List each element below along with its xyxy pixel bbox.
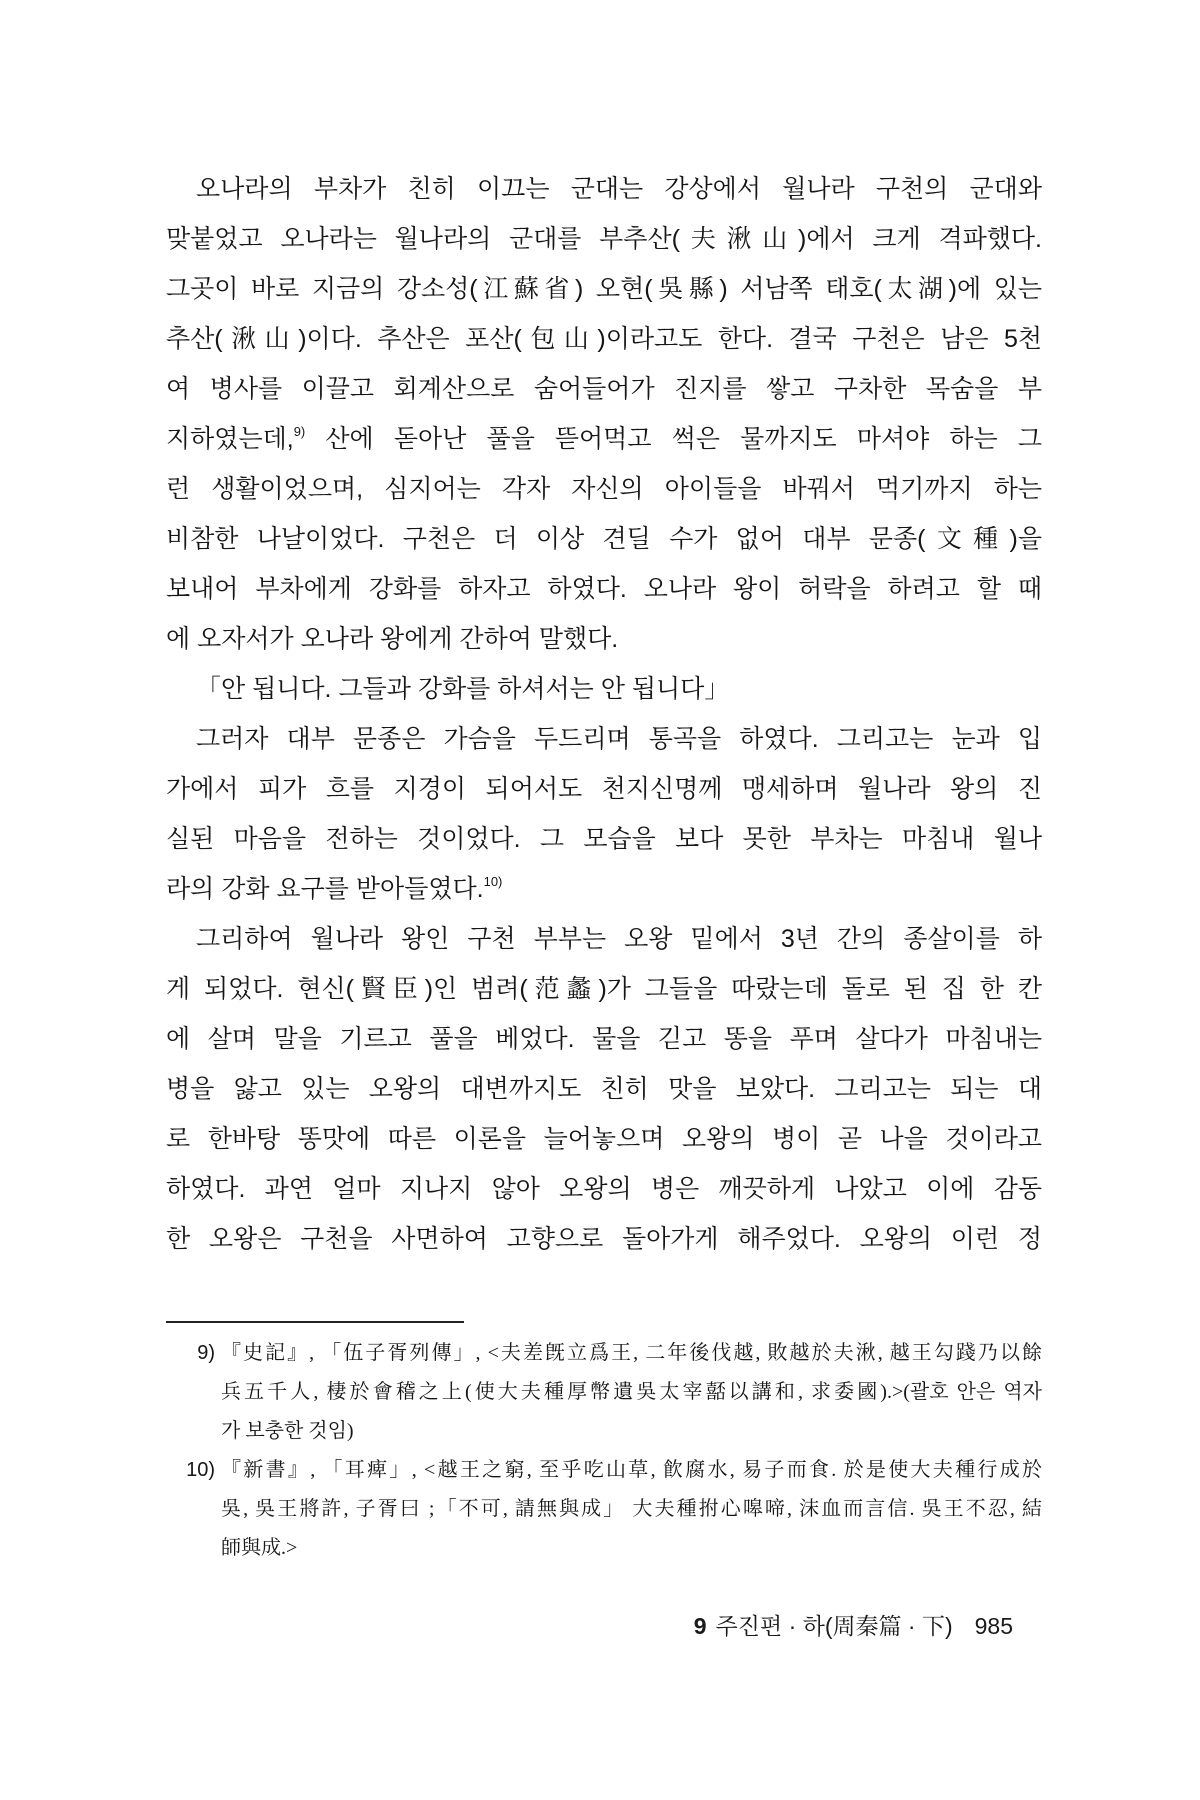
text-line: 실된 마음을 전하는 것이었다. 그 모습을 보다 못한 부차는 마침내 월나 (166, 825, 1042, 853)
footnote-body (221, 1334, 1042, 1451)
paragraph (166, 714, 1042, 914)
paragraph (166, 914, 1042, 1264)
footnote-line: 兵五千人, 棲於會稽之上(使大夫種厚幣遺吳太宰嚭以講和, 求委國).>(괄호 안은 역자 (221, 1381, 1042, 1403)
footnote (170, 1334, 1042, 1451)
text-line: 추산(湫山)이다. 추산은 포산(包山)이라고도 한다. 결국 구천은 남은 5천 (166, 325, 1042, 353)
text-line: 그러자 대부 문종은 가슴을 두드리며 통곡을 하였다. 그리고는 눈과 입 (196, 725, 1042, 753)
text-line: 로 한바탕 똥맛에 따른 이론을 늘어놓으며 오왕의 병이 곧 나을 것이라고 (166, 1125, 1042, 1153)
footnote-line: 吳, 吳王將許, 子胥曰 ;「不可, 請無與成」 大夫種拊心嗥啼, 沫血而言信. 吳王不忍, 結 (221, 1498, 1042, 1520)
text-line: 그리하여 월나라 왕인 구천 부부는 오왕 밑에서 3년 간의 종살이를 하 (196, 925, 1042, 953)
text-line: 에 오자서가 오나라 왕에게 간하여 말했다. (166, 625, 619, 653)
quotation (166, 664, 1042, 714)
text-line: 맞붙었고 오나라는 월나라의 군대를 부추산(夫湫山)에서 크게 격파했다. (166, 225, 1042, 253)
footnote-number: 10) (186, 1459, 215, 1481)
footnotes (170, 1334, 1042, 1568)
text-line: 에 살며 말을 기르고 풀을 베었다. 물을 긷고 똥을 푸며 살다가 마침내는 (166, 1025, 1042, 1053)
chapter-number: 9 (693, 1613, 707, 1639)
footnote-ref: 9) (293, 424, 306, 439)
text-line (166, 864, 1042, 914)
text-line: 런 생활이었으며, 심지어는 각자 자신의 아이들을 바꿔서 먹기까지 하는 (166, 475, 1042, 503)
footnote-ref: 10) (483, 874, 503, 889)
text-line-segment: 라의 강화 요구를 받아들였다. (166, 875, 484, 903)
text-line-segment: 산에 돋아난 풀을 뜯어먹고 썩은 물까지도 마셔야 하는 그 (305, 425, 1042, 453)
text-line: 가에서 피가 흐를 지경이 되어서도 천지신명께 맹세하며 월나라 왕의 진 (166, 775, 1042, 803)
paragraph (166, 164, 1042, 664)
text-line: 병을 앓고 있는 오왕의 대변까지도 친히 맛을 보았다. 그리고는 되는 대 (166, 1075, 1042, 1103)
text-line: 「안 됩니다. 그들과 강화를 하셔서는 안 됩니다」 (196, 675, 730, 703)
footnote-body (221, 1451, 1042, 1568)
text-line: 그곳이 바로 지금의 강소성(江蘇省) 오현(吳縣) 서남쪽 태호(太湖)에 있는 (166, 275, 1042, 303)
footnote-line: 師與成.> (221, 1537, 298, 1559)
footnote-number: 9) (197, 1342, 215, 1364)
footnote-line: 『新書』, 「耳痺」, <越王之窮, 至乎吃山草, 飮腐水, 易子而食. 於是使大夫種行成於 (221, 1459, 1042, 1481)
text-line: 보내어 부차에게 강화를 하자고 하였다. 오나라 왕이 허락을 하려고 할 때 (166, 575, 1042, 603)
footnote-divider (166, 1321, 464, 1323)
text-line: 오나라의 부차가 친히 이끄는 군대는 강상에서 월나라 구천의 군대와 (196, 175, 1042, 203)
text-line: 게 되었다. 현신(賢臣)인 범려(范蠡)가 그들을 따랐는데 돌로 된 집 한 칸 (166, 975, 1042, 1003)
footnote-line: 가 보충한 것임) (221, 1420, 354, 1442)
body-text (166, 164, 1042, 1264)
section-title: 주진편 · 하(周秦篇 · 下) (715, 1613, 953, 1639)
text-line: 하였다. 과연 얼마 지나지 않아 오왕의 병은 깨끗하게 나았고 이에 감동 (166, 1175, 1042, 1203)
footnote-line: 『史記』, 「伍子胥列傳」, <夫差旣立爲王, 二年後伐越, 敗越於夫湫, 越王勾踐乃以餘 (221, 1342, 1042, 1364)
text-line: 비참한 나날이었다. 구천은 더 이상 견딜 수가 없어 대부 문종(文種)을 (166, 525, 1042, 553)
page-number: 985 (974, 1613, 1013, 1639)
running-footer (694, 1608, 1013, 1644)
text-line: 여 병사를 이끌고 회계산으로 숨어들어가 진지를 쌓고 구차한 목숨을 부 (166, 375, 1042, 403)
text-line (166, 414, 1042, 464)
footnote (170, 1451, 1042, 1568)
text-line-segment: 지하였는데, (166, 425, 294, 453)
text-line: 한 오왕은 구천을 사면하여 고향으로 돌아가게 해주었다. 오왕의 이런 정 (166, 1225, 1042, 1253)
